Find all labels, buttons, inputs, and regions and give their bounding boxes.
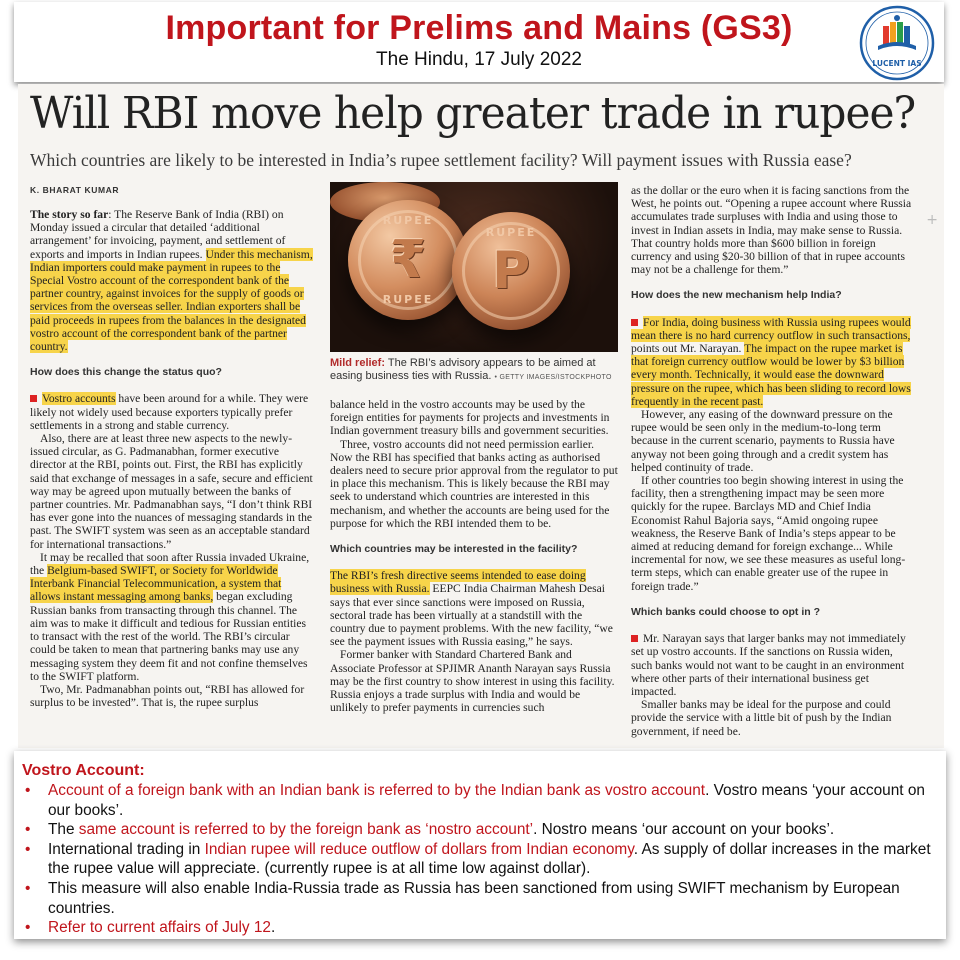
paragraph: as the dollar or the euro when it is facing sanctions from the West, he points out. “Opening a rupee account where Russia accumulates trade surpluses with India and using those to invest in Indian assets in India, may make sense to Russia. That country holds more than $600 billion in foreign currency and using $20-30 billion of that in rupee accounts may not be a challenge for them.” (631, 184, 912, 277)
paragraph: However, any easing of the downward pressure on the rupee would be seen only in the medium-to-long term because in the current scenario, payments to Russia have anyway not been going through and a credit system has helped continuity of trade. (631, 408, 895, 474)
list-item: • International trading in Indian rupee will reduce outflow of dollars from Indian economy. As supply of dollar increases in the market the rupee value will appreciate. (currently rupee is at all time low against dollar). (25, 840, 931, 878)
list-item: • Account of a foreign bank with an Indian bank is referred to by the Indian bank as vostro account. Vostro means ‘your account on our books’. (25, 782, 925, 819)
paragraph: Mr. Narayan says that larger banks may not immediately set up vostro accounts. If the sanctions on Russia widen, such banks would not want to be caught in an environment where other parts of their international business get impacted. (631, 632, 906, 698)
red-square-icon (631, 319, 638, 326)
list-item: • Refer to current affairs of July 12. (25, 919, 276, 937)
article-subheadline: Which countries are likely to be interested in India’s rupee settlement facility? Will payment issues with Russia ease? (30, 150, 852, 170)
notes-title: Vostro Account: (22, 762, 145, 779)
highlight: For India, doing business with Russia using rupees would mean there is no hard currency outflow in such transactions, (631, 315, 911, 342)
paragraph: Also, there are at least three new aspects to the newly-issued circular, as G. Padmanabhan, former executive director at the RBI, points out. First, the RBI has explicitly said that exchange of messages in a safe, secure and efficient way may be agreed upon mutually between the banks of partner countries. Mr. Padmanabhan says, “I don’t think RBI has ever gone into the nuances of messaging standards in the past. The SWIFT system was seen as an acceptable standard for international transactions.” (30, 432, 313, 551)
rupee-coin-icon: RUPEE P (452, 212, 570, 330)
red-square-icon (30, 395, 37, 402)
newspaper-clipping (18, 84, 944, 748)
paragraph: It may be recalled that soon after Russia invaded Ukraine, the Belgium-based SWIFT, or Society for Worldwide Interbank Financial Telecommunication, a system that allows instant messaging among banks, began excluding Russian banks from transacting through this channel. The aim was to make it difficult and tedious for Russian entities to transact with the rest of the world. The RBI’s circular could be taken to mean that partnering banks may use any messaging system they deem fit and not confine themselves to the SWIFT platform. (30, 550, 310, 683)
photo-credit: • GETTY IMAGES/ISTOCKPHOTO (494, 374, 612, 381)
paragraph: The RBI’s fresh directive seems intended to ease doing business with Russia. EEPC India Chairman Mahesh Desai says that ever since sanctions were imposed on Russia, sectoral trade has been virtually at a standstill with the country due to payment problems. With the new facility, “we see the payment issues with Russia easing,” he says. (330, 569, 613, 649)
photo-caption: Mild relief: The RBI’s advisory appears to be aimed at easing business ties with Russia. • GETTY IMAGES/ISTOCKPHOTO (330, 357, 612, 382)
list-item: • The same account is referred to by the foreign bank as ‘nostro account’. Nostro means ‘our account on your books’. (25, 821, 835, 839)
section-heading: How does the new mechanism help India? (631, 289, 842, 302)
section-heading: How does this change the status quo? (30, 366, 222, 379)
paragraph: For India, doing business with Russia using rupees would mean there is no hard currency outflow in such transactions, points out Mr. Narayan. The impact on the rupee market is that foreign currency outflow would be lower by $3 billion every month. Technically, it would ease the downward pressure on the rupee, which has been sliding to record lows frequently in the recent past. (631, 315, 911, 408)
source-date: The Hindu, 17 July 2022 (376, 49, 582, 70)
paragraph: Smaller banks may be ideal for the purpose and could provide the service with a little bit of push by the Indian government, if need be. (631, 698, 892, 738)
notes-list (22, 781, 936, 938)
section-heading: Which countries may be interested in the facility? (330, 543, 578, 556)
bullet-icon: • (25, 919, 31, 937)
article-column-2 (330, 398, 618, 714)
paragraph: Former banker with Standard Chartered Bank and Associate Professor at SPJIMR Ananth Narayan says Russia may be the first country to show interest in using this facility. Russia enjoys a trade surplus with India and would be unlikely to prefer payments in currencies such (330, 648, 615, 715)
section-heading: Which banks could choose to opt in ? (631, 605, 820, 618)
paragraph: balance held in the vostro accounts may be used by the foreign entities for payments for projects and investments in Indian government treasury bills and government securities. (330, 398, 610, 438)
article-column-3 (631, 184, 913, 738)
list-item: • This measure will also enable India-Russia trade as Russia has been sanctioned from using SWIFT mechanism by European countries. (25, 879, 900, 917)
highlight: Belgium-based SWIFT, or Society for Worldwide Interbank Financial Telecommunication, a system that allows instant messaging among banks, (30, 564, 282, 604)
paragraph: If other countries too begin showing interest in using the facility, then a strengthening impact may be seen more quickly for the rupee. Barclays MD and Chief India Economist Rahul Bajoria says, “Amid ongoing rupee weakness, the Reserve Bank of India’s steps appear to be aimed at reducing demand for foreign exchange... While incremental for now, we see these measures as useful long-term steps, which can enable greater use of the rupee in foreign trade.” (631, 474, 906, 593)
rupee-coin-icon: RUPEE ₹ RUPEE (348, 200, 468, 320)
article-headline: Will RBI move help greater trade in rupee? (30, 88, 916, 139)
rupee-coins-photo (330, 182, 618, 352)
paragraph: The story so far: The Reserve Bank of India (RBI) on Monday issued a circular that detailed ‘additional arrangement’ for invoicing, payment, and settlement of exports and imports in Indian rupees. Under this mechanism, Indian importers could make payment in rupees to the Special Vostro account of the correspondent bank of the partner country, against invoices for the supply of goods or services from the overseas seller. Indian exporters shall be paid proceeds in rupees from the balances in the designated vostro account of the correspondent bank of the partner country. (30, 208, 313, 354)
highlight: The impact on the rupee market is that foreign currency outflow would be lower by $3 billion every month. Technically, it would ease the downward pressure on the rupee, which has been sliding to record lows frequently in the recent past. (631, 342, 911, 408)
plus-icon: + (926, 212, 938, 228)
bullet-icon: • (25, 821, 31, 839)
notes-box (14, 751, 946, 939)
highlight: Vostro accounts (42, 392, 116, 406)
bullet-icon: • (25, 782, 31, 799)
article-byline: K. BHARAT KUMAR (30, 185, 120, 195)
red-square-icon (631, 635, 638, 642)
paragraph: Two, Mr. Padmanabhan points out, “RBI has allowed for surplus to be invested”. That is, the rupee surplus (30, 682, 305, 710)
highlight: Under this mechanism, Indian importers could make payment in rupees to the Special Vostro account of the correspondent bank of the partner country, against invoices for the supply of goods or services from the overseas seller. Indian exporters shall be paid proceeds in rupees from the balances in the designated vostro account of the correspondent bank of the partner country. (30, 247, 313, 354)
paragraph: Three, vostro accounts did not need permission earlier. Now the RBI has specified that banks acting as authorised dealers need to secure prior approval from the regulator to put in place this mechanism. This is likely because the RBI may seek to understand which countries are interested in this mechanism, and whether the accounts are being used for the purpose for which the RBI intended them to be. (330, 437, 618, 530)
bullet-icon: • (25, 879, 31, 897)
logo-text: LUCENT IAS (872, 59, 922, 68)
bullet-icon: • (25, 840, 31, 858)
paragraph: Vostro accounts have been around for a while. They were likely not widely used because exporters typically prefer settlements in a strong and stable currency. (30, 392, 309, 432)
header-banner (14, 2, 944, 82)
lucent-ias-logo (858, 4, 936, 82)
article-column-1 (30, 208, 313, 709)
page-title: Important for Prelims and Mains (GS3) (165, 9, 793, 47)
highlight: The RBI’s fresh directive seems intended to ease doing business with Russia. (330, 569, 586, 596)
